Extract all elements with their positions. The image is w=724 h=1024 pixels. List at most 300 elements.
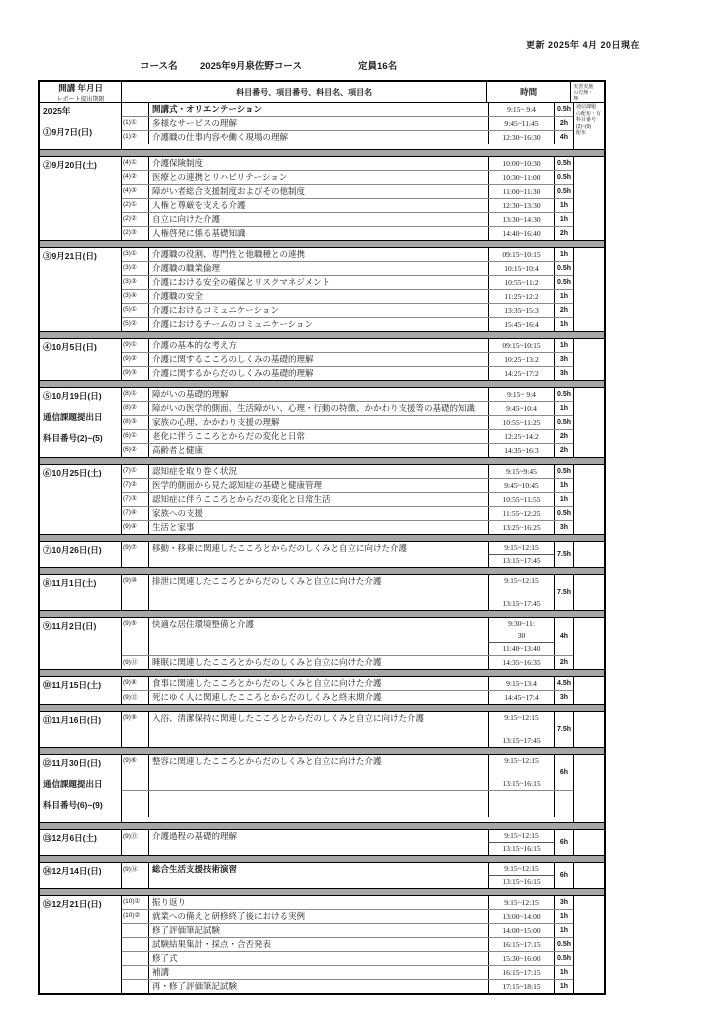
date-line: ⑥10月25日(土)	[43, 468, 102, 478]
table-row	[122, 185, 573, 199]
table-row	[122, 416, 573, 430]
date-cell	[40, 755, 122, 822]
practice-note-cell	[573, 339, 604, 380]
time-group	[489, 480, 554, 492]
group-rows	[122, 755, 573, 822]
time-line: 13:15~16:15	[502, 779, 541, 788]
subject-cell: 修了式	[149, 952, 489, 965]
schedule-group	[40, 248, 604, 331]
table-row	[122, 712, 573, 747]
time-line: 10:25~13:2	[504, 354, 539, 364]
subject-cell: 死にゆく人に関連したこころとからだのしくみと終末期介護	[149, 691, 489, 704]
table-body	[40, 103, 604, 993]
group-separator	[40, 855, 604, 863]
hours-cell: 0.5h	[556, 955, 571, 962]
group-separator	[40, 331, 604, 339]
item-number: (9)⑬	[122, 830, 149, 855]
hours-cell: 0.5h	[556, 419, 571, 426]
practice-note-line: 科目番号	[576, 117, 597, 123]
date-line: ①9月7日(日)	[43, 127, 93, 137]
course-label: コース名	[140, 61, 178, 72]
time-line: 9:15~12:15	[504, 831, 539, 840]
date-line: ⑫11月30日(日)	[43, 758, 102, 768]
table-row	[122, 157, 573, 171]
schedule-group	[40, 830, 604, 855]
table-row	[122, 402, 573, 416]
table-row	[122, 388, 573, 402]
time-cell	[489, 924, 555, 937]
time-cell	[489, 157, 555, 170]
time-cell	[489, 416, 555, 429]
table-row	[122, 444, 573, 457]
group-rows	[122, 575, 573, 610]
time-cell	[489, 430, 555, 443]
table-row	[122, 542, 573, 567]
time-cell	[489, 830, 555, 855]
item-number: (1)①	[122, 117, 149, 130]
item-number	[122, 952, 149, 965]
time-cell	[489, 618, 555, 655]
table-row	[122, 521, 573, 534]
table-row	[122, 131, 573, 144]
table-row	[122, 938, 573, 952]
subject-cell: 試験結果集計・採点・合否発表	[149, 938, 489, 951]
time-cell	[489, 199, 555, 212]
group-separator	[40, 888, 604, 896]
time-group	[489, 575, 554, 587]
schedule-group	[40, 896, 604, 993]
subject-cell: 食事に関連したこころとからだのしくみと自立に向けた介護	[149, 677, 489, 690]
item-number: (3)③	[122, 276, 149, 289]
subject-cell	[149, 791, 489, 817]
practice-note-cell	[573, 465, 604, 534]
table-row	[122, 290, 573, 304]
group-rows	[122, 712, 573, 747]
table-row	[122, 910, 573, 924]
time-cell	[489, 367, 555, 380]
header-practice-line: の有無・	[573, 89, 594, 96]
hours-cell: 1h	[559, 482, 569, 489]
item-number: (5)①	[122, 304, 149, 317]
subject-cell: 総合生活支援技術演習	[149, 863, 489, 888]
hours-cell: 6h	[559, 769, 569, 776]
time-line: 9:15~9:45	[506, 466, 537, 476]
time-line: 14:35~16:3	[504, 445, 539, 455]
subject-cell: 修了評価筆記試験	[149, 924, 489, 937]
item-number: (9)③	[122, 367, 149, 380]
time-group	[489, 598, 554, 610]
group-rows	[122, 677, 573, 704]
time-line: 11:55~12:25	[502, 508, 541, 518]
hours-cell: 2h	[559, 120, 569, 127]
group-rows	[122, 465, 573, 534]
hours-cell: 0.5h	[556, 174, 571, 181]
time-group	[489, 875, 554, 888]
time-group	[489, 158, 554, 170]
date-cell	[40, 712, 122, 747]
time-line: 15:45~16:4	[504, 319, 539, 329]
practice-note-cell	[573, 830, 604, 855]
item-number: (8)①	[122, 388, 149, 401]
item-number: (9)⑨	[122, 712, 149, 747]
hours-cell: 1h	[559, 321, 569, 328]
time-cell	[489, 131, 555, 144]
item-number: (9)⑧	[122, 677, 149, 690]
time-line: 9:15~ 9:4	[507, 389, 536, 399]
item-number: (2)②	[122, 213, 149, 226]
filler-row	[122, 791, 573, 817]
item-number: (9)②	[122, 353, 149, 366]
time-group	[489, 291, 554, 303]
subject-cell: 介護に関するこころのしくみの基礎的理解	[149, 353, 489, 366]
updated-date: 更新 2025年 4月 20日現在	[525, 40, 640, 50]
date-cell	[40, 339, 122, 380]
time-cell	[489, 388, 555, 401]
item-number: (3)②	[122, 262, 149, 275]
time-group	[489, 911, 554, 923]
time-line: 13:30~14:30	[502, 214, 541, 224]
group-separator	[40, 534, 604, 542]
time-line: 9:15~12:15	[504, 756, 539, 765]
date-line: ②9月20日(土)	[43, 160, 97, 170]
time-cell	[489, 691, 555, 704]
item-number: (9)⑫	[122, 691, 149, 704]
table-row	[122, 896, 573, 910]
time-group	[489, 263, 554, 275]
table-row	[122, 952, 573, 966]
hours-cell: 7.5h	[556, 589, 571, 596]
hours-cell: 0.5h	[556, 279, 571, 286]
time-line: 30	[517, 631, 526, 640]
practice-note-cell	[573, 542, 604, 567]
subject-cell: 老化に伴うこころとからだの変化と日常	[149, 430, 489, 443]
group-rows	[122, 103, 573, 149]
table-row	[122, 830, 573, 855]
header-date-column	[40, 82, 122, 102]
time-cell	[489, 276, 555, 289]
group-separator	[40, 704, 604, 712]
hours-cell: 2h	[559, 447, 569, 454]
time-group	[489, 340, 554, 352]
hours-cell: 3h	[559, 370, 569, 377]
table-row	[122, 966, 573, 980]
time-line: 9:15~12:15	[504, 543, 539, 552]
hours-cell	[555, 791, 573, 817]
item-number	[122, 791, 149, 817]
subject-cell: 介護におけるチームのコミュニケーション	[149, 318, 489, 331]
hours-cell: 1h	[559, 405, 569, 412]
time-line: 9:15~12:15	[504, 713, 539, 722]
date-cell	[40, 677, 122, 704]
time-cell	[489, 402, 555, 415]
time-cell	[489, 465, 555, 478]
time-cell	[489, 117, 555, 130]
hours-cell: 1h	[559, 927, 569, 934]
table-row	[122, 318, 573, 331]
date-cell	[40, 896, 122, 993]
subject-cell: 入浴、清潔保持に関連したこころとからだのしくみと自立に向けた介護	[149, 712, 489, 747]
group-separator	[40, 149, 604, 157]
item-number: (6)①	[122, 430, 149, 443]
time-cell	[489, 444, 555, 457]
hours-cell: 7.5h	[556, 726, 571, 733]
practice-note-line: 配布	[576, 130, 587, 136]
time-cell	[489, 479, 555, 492]
time-group	[489, 618, 554, 642]
header-practice-line: 無	[573, 95, 579, 102]
time-line: 11:25~12:2	[504, 291, 539, 301]
group-rows	[122, 863, 573, 888]
time-line: 12:30~16:30	[502, 132, 541, 142]
schedule-group	[40, 755, 604, 822]
hours-cell: 0.5h	[556, 510, 571, 517]
date-line: ⑧11月1日(土)	[43, 578, 97, 588]
table-row	[122, 367, 573, 380]
item-number	[122, 103, 149, 116]
time-group	[489, 368, 554, 380]
time-line: 10:55~11:55	[502, 494, 541, 504]
table-row	[122, 924, 573, 938]
schedule-group	[40, 618, 604, 669]
table-row	[122, 213, 573, 227]
hours-cell: 3h	[559, 356, 569, 363]
time-group	[489, 249, 554, 261]
time-group	[489, 403, 554, 415]
time-group	[489, 277, 554, 289]
time-line: 16:15~17:15	[502, 967, 541, 977]
item-number: (8)③	[122, 416, 149, 429]
time-line: 10:55~11:25	[502, 417, 541, 427]
time-line: 9:15~12:15	[504, 897, 539, 907]
time-group	[489, 925, 554, 937]
subject-cell: 移動・移乗に関連したこころとからだのしくみと自立に向けた介護	[149, 542, 489, 567]
subject-cell: 睡眠に関連したこころとからだのしくみと自立に向けた介護	[149, 656, 489, 669]
practice-note-cell	[573, 103, 604, 149]
hours-cell: 1h	[559, 251, 569, 258]
time-line: 13:15~17:45	[502, 599, 541, 608]
hours-cell: 7.5h	[556, 551, 571, 558]
header-date-line1: 開講 年月日	[58, 82, 104, 93]
time-line: 14:00~15:00	[502, 925, 541, 935]
group-rows	[122, 830, 573, 855]
subject-cell: 自立に向けた介護	[149, 213, 489, 226]
time-cell	[489, 227, 555, 240]
subject-cell: 障がいの基礎的理解	[149, 388, 489, 401]
time-group	[489, 830, 554, 842]
item-number: (1)②	[122, 131, 149, 144]
table-row	[122, 103, 573, 117]
time-group	[489, 939, 554, 951]
time-line: 11:40~13:40	[502, 644, 541, 653]
table-row	[122, 618, 573, 656]
time-cell	[489, 507, 555, 520]
hours-cell: 1h	[559, 202, 569, 209]
date-line: ⑬12月6日(土)	[43, 833, 97, 843]
subject-cell: 高齢者と健康	[149, 444, 489, 457]
practice-note-cell	[573, 575, 604, 610]
date-line: ⑭12月14日(日)	[43, 866, 102, 876]
time-line: 12:30~13:30	[502, 200, 541, 210]
practice-note-cell	[573, 863, 604, 888]
hours-cell: 6h	[559, 839, 569, 846]
group-rows	[122, 896, 573, 993]
subject-cell: 開講式・オリエンテーション	[149, 103, 489, 116]
date-line: ③9月21日(日)	[43, 251, 97, 261]
subject-cell: 介護に関するからだのしくみの基礎的理解	[149, 367, 489, 380]
subject-cell: 介護職の安全	[149, 290, 489, 303]
subject-cell: 多様なサービスの理解	[149, 117, 489, 130]
time-group	[489, 842, 554, 855]
item-number: (3)①	[122, 248, 149, 261]
time-group	[489, 494, 554, 506]
hours-cell: 0.5h	[556, 391, 571, 398]
item-number: (7)④	[122, 507, 149, 520]
subject-cell: 医学的側面から見た認知症の基礎と健康管理	[149, 479, 489, 492]
time-cell	[489, 493, 555, 506]
hours-cell: 0.5h	[556, 160, 571, 167]
time-line: 14:25~17:2	[504, 368, 539, 378]
subject-cell: 家族の心理、かかわり支援の理解	[149, 416, 489, 429]
time-cell	[489, 656, 555, 669]
subject-cell: 認知症に伴うこころとからだの変化と日常生活	[149, 493, 489, 506]
subject-cell: 介護職の職業倫理	[149, 262, 489, 275]
time-group	[489, 445, 554, 457]
time-group	[489, 953, 554, 965]
item-number: (7)②	[122, 479, 149, 492]
subject-cell: 介護過程の基礎的理解	[149, 830, 489, 855]
item-number	[122, 966, 149, 979]
table-row	[122, 227, 573, 240]
hours-cell: 0.5h	[556, 468, 571, 475]
hours-cell: 0.5h	[556, 188, 571, 195]
table-row	[122, 479, 573, 493]
time-group	[489, 897, 554, 909]
practice-note-line: (2)~(9)	[576, 123, 592, 130]
subject-cell: 生活と家事	[149, 521, 489, 534]
table-row	[122, 304, 573, 318]
item-number: (9)⑪	[122, 656, 149, 669]
date-cell	[40, 248, 122, 331]
time-cell	[489, 952, 555, 965]
date-line: 科目番号(6)~(9)	[43, 800, 103, 810]
hours-cell: 4.5h	[556, 680, 571, 687]
time-cell	[489, 575, 555, 610]
time-line: 14:35~16:35	[502, 657, 541, 667]
time-line: 9:45~11:45	[504, 118, 539, 128]
item-number	[122, 980, 149, 993]
hours-cell: 1h	[559, 496, 569, 503]
item-number: (3)④	[122, 290, 149, 303]
time-group	[489, 778, 554, 790]
item-number: (5)②	[122, 318, 149, 331]
date-line: ⑦10月26日(日)	[43, 545, 102, 555]
time-group	[489, 967, 554, 979]
group-separator	[40, 240, 604, 248]
time-line: 9:30~11:	[508, 619, 535, 628]
date-cell	[40, 542, 122, 567]
schedule-group	[40, 575, 604, 610]
time-group	[489, 172, 554, 184]
date-line: ⑤10月19日(日)	[43, 391, 102, 401]
hours-cell: 1h	[559, 983, 569, 990]
date-cell	[40, 863, 122, 888]
subject-cell: 家族への支援	[149, 507, 489, 520]
time-group	[489, 735, 554, 747]
table-row	[122, 199, 573, 213]
table-row	[122, 465, 573, 479]
table-row	[122, 656, 573, 669]
subject-cell: 快適な居住環境整備と介護	[149, 618, 489, 655]
time-group	[489, 228, 554, 240]
time-line: 11:00~11:30	[502, 186, 541, 196]
time-cell	[489, 339, 555, 352]
schedule-group	[40, 339, 604, 380]
time-group	[489, 200, 554, 212]
time-group	[489, 642, 554, 655]
time-cell	[489, 938, 555, 951]
table-row	[122, 171, 573, 185]
schedule-group	[40, 157, 604, 240]
time-group	[489, 508, 554, 520]
date-cell	[40, 157, 122, 240]
hours-cell: 3h	[559, 524, 569, 531]
group-rows	[122, 339, 573, 380]
table-row	[122, 248, 573, 262]
item-number: (4)③	[122, 185, 149, 198]
subject-cell: 障がいの医学的側面、生活障がい、心理・行動の特徴、かかわり支援等の基礎的知識	[149, 402, 489, 415]
time-cell	[489, 755, 555, 790]
subject-cell: 補講	[149, 966, 489, 979]
time-group	[489, 305, 554, 317]
item-number: (9)①	[122, 339, 149, 352]
hours-cell: 4h	[559, 134, 569, 141]
table-row	[122, 575, 573, 610]
date-line: ④10月5日(日)	[43, 342, 97, 352]
group-rows	[122, 157, 573, 240]
schedule-group	[40, 712, 604, 747]
header-subject-column: 科目番号、項目番号、科目名、項目名	[122, 82, 487, 102]
header-practice-column	[571, 82, 604, 102]
group-separator	[40, 567, 604, 575]
subject-cell: 排泄に関連したこころとからだのしくみと自立に向けた介護	[149, 575, 489, 610]
time-line: 09:15~10:15	[502, 340, 541, 350]
time-group	[489, 657, 554, 669]
time-line: 13:15~16:15	[502, 844, 541, 853]
item-number: (9)⑥	[122, 755, 149, 790]
time-group	[489, 417, 554, 429]
hours-cell: 0.5h	[556, 106, 571, 113]
time-line: 13:15~16:15	[502, 877, 541, 886]
table-row	[122, 353, 573, 367]
time-cell	[489, 353, 555, 366]
table-row	[122, 507, 573, 521]
date-cell	[40, 465, 122, 534]
time-group	[489, 431, 554, 443]
table-row	[122, 339, 573, 353]
time-line: 9:15~12:15	[504, 864, 539, 873]
time-group	[489, 554, 554, 567]
time-group	[489, 319, 554, 331]
time-line: 17:15~18:15	[502, 981, 541, 991]
time-line: 13:35~15:3	[504, 305, 539, 315]
time-group	[489, 214, 554, 226]
time-cell	[489, 521, 555, 534]
table-row	[122, 117, 573, 131]
hours-cell: 1h	[559, 342, 569, 349]
item-number: (2)③	[122, 227, 149, 240]
subject-cell: 介護職の役割、専門性と他職種との連携	[149, 248, 489, 261]
hours-cell: 1h	[559, 216, 569, 223]
